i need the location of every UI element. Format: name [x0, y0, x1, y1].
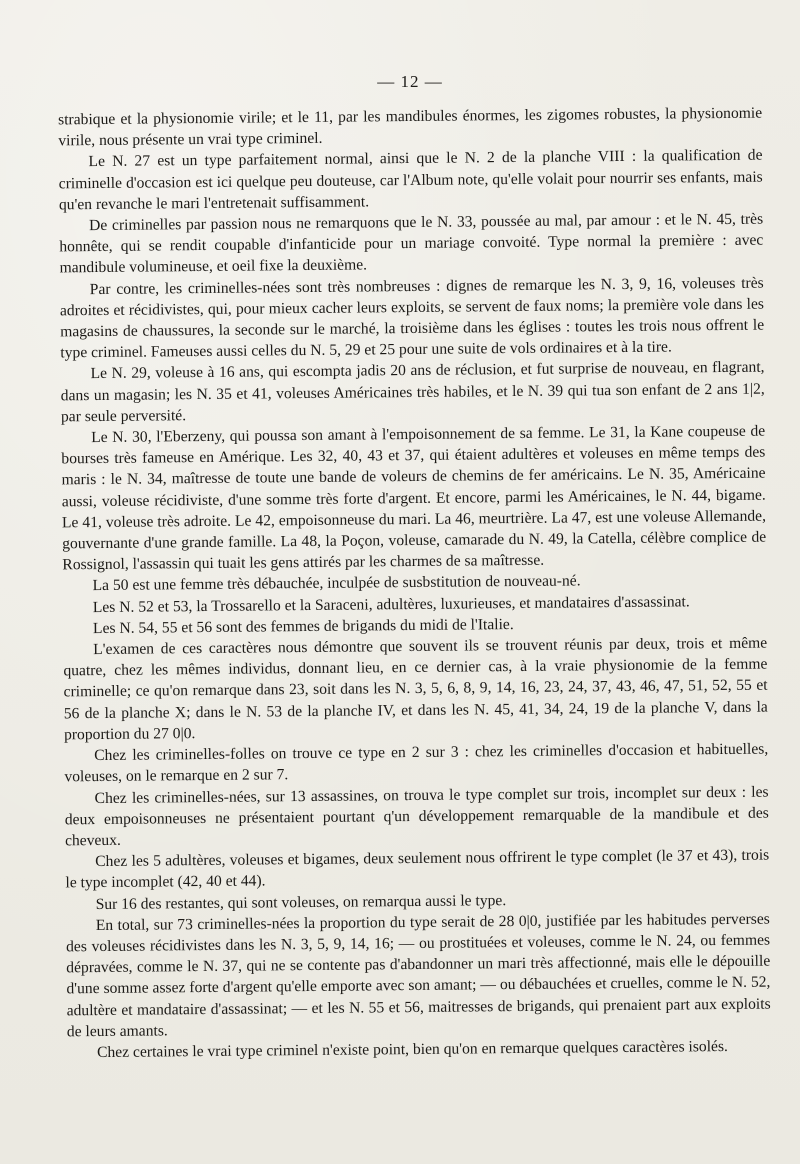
paragraph: Les N. 54, 55 et 56 sont des femmes de brigands du midi de l'Italie. [92, 615, 514, 637]
paragraph: En total, sur 73 criminelles-nées la proportion du type serait de 28 0|0, justifiée par les habitudes perverses des voleuses récidivistes dans les N. 3, 5, 9, 14, 16; — ou prostituées et voleuses, comme le N. 24, ou femmes dépravées, comme le N. 37, qui ne se contente pas d'abandonner un mari très affectionné, mais elle le dépouille d'une somme assez forte d'argent qu'elle emporte avec son amant; — ou débauchées et cruelles, comme le N. 52, adultère et mandataire d'assassinat; — et les N. 55 et 56, maitresses de brigands, qui prenaient part aux exploits de leurs amants. [65, 910, 771, 1041]
paragraph: La 50 est une femme très débauchée, inculpée de susbstitution de nouveau-né. [92, 572, 581, 595]
paragraph: Chez les criminelles-folles on trouve ce type en 2 sur 3 : chez les criminelles d'occasion et habituelles, voleuses, on le remarque en 2 sur 7. [64, 740, 769, 786]
paragraph: strabique et la physionomie virile; et le 11, par les mandibules énormes, les zigomes robustes, la physionomie virile, nous présente un vrai type criminel. [58, 104, 763, 150]
paragraph: Le N. 30, l'Eberzeny, qui poussa son amant à l'empoisonnement de sa femme. Le 31, la Kane coupeuse de bourses très fameuse en Amérique. Les 32, 40, 43 et 37, qui étaient adultères et voleuses en même temps des maris : le N. 34, maîtresse de toute une bande de voleurs de chemins de fer américains. Le N. 35, Américaine aussi, voleuse récidiviste, d'une somme très forte d'argent. Et encore, parmi les Américaines, le N. 44, bigame. Le 41, voleuse très adroite. Le 42, empoisonneuse du mari. La 46, meurtrière. La 47, est une voleuse Allemande, gouvernante d'une grande famille. La 48, la Poçon, voleuse, camarade du N. 49, la Catella, célèbre complice de Rossignol, l'assassin qui tuait les gens attirés par les charmes de sa maîtresse. [61, 422, 767, 574]
paragraph: Le N. 29, voleuse à 16 ans, qui escompta jadis 20 ans de réclusion, et fut surprise de nouveau, en flagrant, dans un magasin; les N. 35 et 41, voleuses Américaines très habiles, et le N. 39 qui tua son enfant de 2 ans 1|2, par seule perversité. [60, 359, 765, 426]
paragraph: Sur 16 des restantes, qui sont voleuses, on remarqua aussi le type. [95, 891, 507, 913]
paragraph: Chez les criminelles-nées, sur 13 assassines, on trouva le type complet sur trois, incomplet sur deux : les deux empoisonneuses ne présentaient pourtant q'un développement remarquable de la mandibule et des cheveux. [64, 783, 769, 850]
page-number: — 12 — [377, 72, 443, 91]
paragraph: Chez les 5 adultères, voleuses et bigames, deux seulement nous offrirent le type complet (le 37 et 43), trois le type incomplet (42, 40 et 44). [65, 846, 770, 892]
paragraph: L'examen de ces caractères nous démontre que souvent ils se trouvent réunis par deux, trois et même quatre, chez les mêmes individus, donnant lieu, en ce dernier cas, à la vraie physionomie de la femme criminelle; ce qu'on remarque dans 23, soit dans les N. 3, 5, 6, 8, 9, 14, 16, 23, 24, 37, 43, 46, 47, 51, 52, 55 et 56 de la planche X; dans le N. 53 de la planche IV, et dans les N. 45, 41, 34, 24, 19 de la planche V, dans la proportion du 27 0|0. [63, 634, 768, 744]
paragraph: Le N. 27 est un type parfaitement normal, ainsi que le N. 2 de la planche VIII : la qualification de criminelle d'occasion est ici quelque peu douteuse, car l'Album note, qu'elle volait pour nourrir ses enfants, mais qu'en revanche le mari l'entretenait suffisamment. [58, 147, 763, 214]
paragraph: Par contre, les criminelles-nées sont très nombreuses : dignes de remarque les N. 3, 9, 16, voleuses très adroites et récidivistes, qui, pour mieux cacher leurs exploits, se servent de faux noms; la première vole dans les magasins de chaussures, la seconde sur le marché, la troisième dans les églises : toutes les trois nous offrent le type criminel. Fameuses aussi celles du N. 5, 29 et 25 pour une suite de vols ordinaires et à la tire. [59, 274, 765, 362]
paragraph: De criminelles par passion nous ne remarquons que le N. 33, poussée au mal, par amour : et le N. 45, très honnête, qui se rendit coupable d'infanticide pour un mariage convoité. Type normal la première : avec mandibule volumineuse, et oeil fixe la deuxième. [59, 210, 764, 277]
paragraph: Les N. 52 et 53, la Trossarello et la Saraceni, adultères, luxurieuses, et mandataires d'assassinat. [92, 593, 690, 616]
body-text [58, 103, 771, 1064]
paragraph: Chez certaines le vrai type criminel n'existe point, bien qu'on en remarque quelques caractères isolés. [96, 1037, 728, 1061]
